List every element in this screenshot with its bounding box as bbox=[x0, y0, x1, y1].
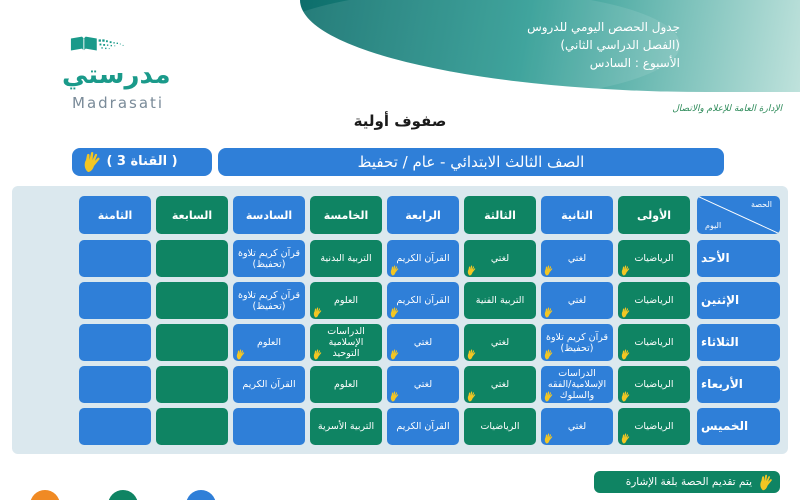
lesson-cell bbox=[618, 240, 690, 277]
lesson-label: لغتي bbox=[567, 421, 587, 432]
lesson-cell bbox=[387, 366, 459, 403]
logo-book-icon bbox=[70, 24, 130, 64]
lesson-cell bbox=[464, 240, 536, 277]
period-header: الثالثة bbox=[464, 196, 536, 234]
period-header: السادسة bbox=[233, 196, 305, 234]
week-label: الأسبوع : السادس bbox=[589, 56, 680, 70]
lesson-cell bbox=[464, 408, 536, 445]
lesson-cell bbox=[541, 366, 613, 403]
lesson-label: الرياضيات bbox=[634, 421, 674, 432]
madrasati-logo bbox=[60, 18, 210, 112]
lesson-cell bbox=[541, 408, 613, 445]
lesson-label: القرآن الكريم bbox=[396, 421, 450, 432]
decorative-circle bbox=[186, 490, 216, 500]
lesson-label: العلوم bbox=[256, 337, 282, 348]
period-header: السابعة bbox=[156, 196, 228, 234]
lesson-cell bbox=[310, 408, 382, 445]
sign-language-hand-icon bbox=[389, 307, 400, 318]
empty-lesson-cell bbox=[156, 240, 228, 277]
lesson-cell bbox=[387, 408, 459, 445]
lesson-cell bbox=[233, 324, 305, 361]
lesson-label: التربية الفنية bbox=[475, 295, 525, 306]
lesson-label: الرياضيات bbox=[480, 421, 520, 432]
sign-language-hand-icon bbox=[466, 349, 477, 360]
corner-period-label: الحصة bbox=[750, 200, 772, 209]
channel-label bbox=[72, 148, 212, 176]
day-label: الإثنين bbox=[697, 282, 780, 319]
empty-lesson-cell bbox=[156, 324, 228, 361]
sign-language-hand-icon bbox=[620, 349, 631, 360]
lesson-label: قرآن كريم تلاوة (تحفيظ) bbox=[237, 247, 301, 270]
lesson-cell bbox=[618, 324, 690, 361]
lesson-cell bbox=[310, 282, 382, 319]
lesson-cell bbox=[541, 240, 613, 277]
sign-language-hand-icon bbox=[543, 391, 554, 402]
lesson-label: لغتي bbox=[413, 379, 433, 390]
lesson-label: القرآن الكريم bbox=[242, 379, 296, 390]
lesson-cell bbox=[310, 240, 382, 277]
sign-language-hand-icon bbox=[82, 151, 102, 173]
sign-language-hand-icon bbox=[389, 349, 400, 360]
lesson-label: العلوم bbox=[333, 295, 359, 306]
lesson-cell bbox=[387, 324, 459, 361]
class-label: الصف الثالث الابتدائي - عام / تحفيظ bbox=[218, 148, 724, 176]
sign-language-hand-icon bbox=[543, 349, 554, 360]
period-header: الأولى bbox=[618, 196, 690, 234]
sign-language-hand-icon bbox=[620, 433, 631, 444]
lesson-cell bbox=[464, 324, 536, 361]
corner-day-label: اليوم bbox=[705, 221, 722, 230]
lesson-cell bbox=[387, 282, 459, 319]
lesson-cell bbox=[541, 324, 613, 361]
period-header: الخامسة bbox=[310, 196, 382, 234]
sign-language-hand-icon bbox=[389, 265, 400, 276]
sign-language-hand-icon bbox=[466, 391, 477, 402]
empty-lesson-cell bbox=[233, 408, 305, 445]
ministry-signature: الإدارة العامة للإعلام والاتصال bbox=[672, 104, 782, 114]
lesson-label: لغتي bbox=[567, 295, 587, 306]
lesson-cell bbox=[618, 282, 690, 319]
sign-language-note bbox=[594, 471, 780, 493]
lesson-cell bbox=[233, 282, 305, 319]
sign-language-hand-icon bbox=[543, 433, 554, 444]
empty-lesson-cell bbox=[156, 408, 228, 445]
lesson-label: الرياضيات bbox=[634, 337, 674, 348]
channel-text: ( القناة 3 ) bbox=[106, 154, 178, 169]
lesson-label: القرآن الكريم bbox=[396, 295, 450, 306]
period-header: الثانية bbox=[541, 196, 613, 234]
lesson-label: لغتي bbox=[490, 337, 510, 348]
day-label: الثلاثاء bbox=[697, 324, 780, 361]
empty-lesson-cell bbox=[79, 324, 151, 361]
sign-language-hand-icon bbox=[543, 307, 554, 318]
lesson-cell bbox=[464, 282, 536, 319]
sign-language-hand-icon bbox=[235, 349, 246, 360]
sign-language-hand-icon bbox=[389, 391, 400, 402]
lesson-cell bbox=[233, 240, 305, 277]
period-header: الرابعة bbox=[387, 196, 459, 234]
logo-arabic-text: مدرستي bbox=[62, 60, 171, 90]
sign-language-hand-icon bbox=[543, 265, 554, 276]
lesson-label: الدراسات الإسلامية/الفقه والسلوك bbox=[547, 368, 607, 401]
lesson-label: الرياضيات bbox=[634, 379, 674, 390]
lesson-cell bbox=[464, 366, 536, 403]
lesson-label: الرياضيات bbox=[634, 253, 674, 264]
decorative-circle bbox=[30, 490, 60, 500]
lesson-label: قرآن كريم تلاوة (تحفيظ) bbox=[237, 289, 301, 312]
lesson-label: القرآن الكريم bbox=[396, 253, 450, 264]
lesson-cell bbox=[618, 408, 690, 445]
schedule-header bbox=[470, 18, 680, 72]
period-day-corner bbox=[697, 196, 780, 234]
lesson-cell bbox=[310, 366, 382, 403]
day-label: الخميس bbox=[697, 408, 780, 445]
empty-lesson-cell bbox=[79, 240, 151, 277]
sign-language-hand-icon bbox=[312, 349, 323, 360]
empty-lesson-cell bbox=[79, 282, 151, 319]
sign-language-hand-icon bbox=[312, 307, 323, 318]
lesson-cell bbox=[233, 366, 305, 403]
lesson-cell bbox=[387, 240, 459, 277]
section-title: صفوف أولية bbox=[353, 112, 447, 130]
lesson-label: لغتي bbox=[490, 253, 510, 264]
sign-language-hand-icon bbox=[758, 474, 774, 491]
empty-lesson-cell bbox=[156, 366, 228, 403]
logo-latin-text: Madrasati bbox=[72, 94, 165, 112]
sign-language-hand-icon bbox=[620, 307, 631, 318]
sign-language-hand-icon bbox=[620, 265, 631, 276]
empty-lesson-cell bbox=[79, 366, 151, 403]
schedule-title: جدول الحصص اليومي للدروس bbox=[527, 20, 680, 34]
lesson-cell bbox=[618, 366, 690, 403]
lesson-label: التربية الأسرية bbox=[317, 421, 375, 432]
sign-language-hand-icon bbox=[466, 265, 477, 276]
lesson-cell bbox=[541, 282, 613, 319]
decorative-circle bbox=[108, 490, 138, 500]
day-label: الأربعاء bbox=[697, 366, 780, 403]
period-header: الثامنة bbox=[79, 196, 151, 234]
lesson-label: قرآن كريم تلاوة (تحفيظ) bbox=[545, 331, 609, 354]
lesson-label: لغتي bbox=[413, 337, 433, 348]
lesson-label: الدراسات الإسلامية التوحيد bbox=[327, 326, 365, 359]
day-label: الأحد bbox=[697, 240, 780, 277]
empty-lesson-cell bbox=[156, 282, 228, 319]
lesson-label: لغتي bbox=[567, 253, 587, 264]
sign-language-hand-icon bbox=[620, 391, 631, 402]
lesson-label: التربية البدنية bbox=[320, 253, 372, 264]
note-text: يتم تقديم الحصة بلغة الإشارة bbox=[625, 476, 752, 488]
empty-lesson-cell bbox=[79, 408, 151, 445]
semester-label: (الفصل الدراسي الثاني) bbox=[560, 38, 680, 52]
lesson-label: لغتي bbox=[490, 379, 510, 390]
lesson-label: الرياضيات bbox=[634, 295, 674, 306]
lesson-cell bbox=[310, 324, 382, 361]
lesson-label: العلوم bbox=[333, 379, 359, 390]
